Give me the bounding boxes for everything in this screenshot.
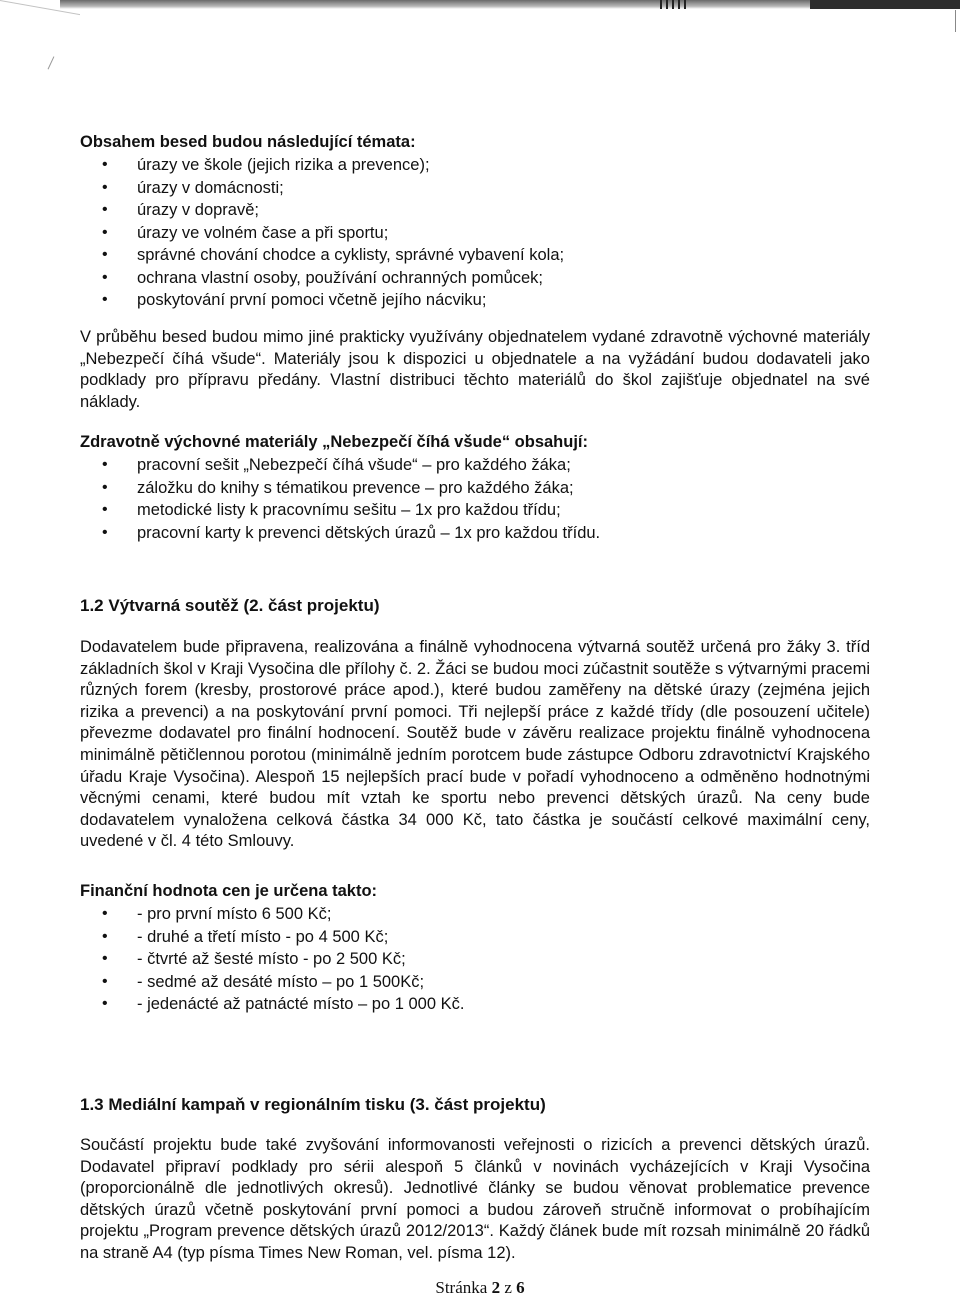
footer-page-number: 2 — [491, 1278, 501, 1297]
list-item: • - jedenácté až patnácté místo – po 1 000 Kč. — [80, 993, 870, 1016]
prizes-list — [80, 903, 870, 1016]
footer-page-total: 6 — [516, 1278, 525, 1297]
section-1-2-paragraph: Dodavatelem bude připravena, realizována a finálně vyhodnocena výtvarná soutěž určená pro žáky 3. tříd základních škol v Kraji Vysočina dle přílohy č. 2. Žáci se budou moci zúčastnit soutěže s výtvarnými pracemi různých forem (kresby, prostorové práce apod.), které budou zaměřeny na dětské úrazy (zejména jejich rizika a prevenci) a na poskytování první pomoci. Tři nejlepší práce z každé třídy (dle posouzení učitele) převezme dodavatel pro finální hodnocení. Soutěž bude v závěru realizace projektu finálně vyhodnocena minimálně pětičlennou porotou (minimálně jedním porotcem bude zástupce Odboru zdravotnictví Krajského úřadu Kraje Vysočina). Alespoň 15 nejlepších prací bude v pořadí vyhodnoceno a odměněno hodnotnými věcnými cenami, které budou mít vztah ke sportu nebo prevenci dětských úrazů. Na ceny bude dodavatelem vynaložena celková částka 34 000 Kč, tato částka je součástí celkové maximální ceny, uvedené v čl. 4 této Smlouvy. — [80, 638, 870, 851]
section-1-2-heading: 1.2 Výtvarná soutěž (2. část projektu) — [80, 596, 380, 615]
intro-heading: Obsahem besed budou následující témata: — [80, 133, 416, 151]
footer-of: z — [504, 1278, 512, 1297]
section-1-3-paragraph: Součástí projektu bude také zvyšování informovanosti veřejnosti o rizicích a prevenci dětských úrazů. Dodavatel připraví podklady pro sérii alespoň 5 článků v novinách vycházejících v Kraji Vysočina (proporcionálně dle jednotlivých okresů). Jednotlivé články se budou věnovat problematice prevence dětských úrazů včetně poskytování první pomoci a budou zároveň stručně informovat o probíhajícím projektu „Program prevence dětských úrazů 2012/2013“. Každý článek bude mít rozsah minimálně 20 řádků na straně A4 (typ písma Times New Roman, vel. písma 12). — [80, 1136, 870, 1262]
list-item: • - čtvrté až šesté místo - po 2 500 Kč; — [80, 948, 870, 971]
materials-paragraph: V průběhu besed budou mimo jiné prakticky využívány objednatelem vydané zdravotně výchovné materiály „Nebezpečí číhá všude“. Materiály jsou k dispozici u objednatele a na vyžádání budou dodavateli jako podklady pro přípravu předány. Vlastní distribuci těchto materiálů do škol zajišťuje objednatel na své náklady. — [80, 328, 870, 411]
footer-prefix: Stránka — [435, 1278, 488, 1297]
prizes-heading: Finanční hodnota cen je určena takto: — [80, 882, 378, 900]
list-item: • úrazy ve škole (jejich rizika a prevence); — [80, 154, 870, 177]
scan-artifact-edge — [0, 0, 80, 75]
list-item: • ochrana vlastní osoby, používání ochranných pomůcek; — [80, 267, 870, 290]
scan-artifact-bar — [60, 0, 960, 9]
list-item: • - druhé a třetí místo - po 4 500 Kč; — [80, 926, 870, 949]
list-item: • pracovní karty k prevenci dětských úrazů – 1x pro každou třídu. — [80, 522, 870, 545]
list-item: • - pro první místo 6 500 Kč; — [80, 903, 870, 926]
list-item: • správné chování chodce a cyklisty, správné vybavení kola; — [80, 244, 870, 267]
page-footer — [0, 1278, 960, 1298]
materials-heading: Zdravotně výchovné materiály „Nebezpečí číhá všude“ obsahují: — [80, 433, 588, 451]
list-item: • záložku do knihy s tématikou prevence – pro každého žáka; — [80, 477, 870, 500]
list-item: • metodické listy k pracovnímu sešitu – 1x pro každou třídu; — [80, 499, 870, 522]
list-item: • úrazy v dopravě; — [80, 199, 870, 222]
list-item: • poskytování první pomoci včetně jejího nácviku; — [80, 289, 870, 312]
list-item: • pracovní sešit „Nebezpečí číhá všude“ – pro každého žáka; — [80, 454, 870, 477]
intro-list — [80, 154, 870, 312]
intro-section — [80, 130, 870, 312]
materials-section — [80, 430, 870, 544]
list-item: • úrazy ve volném čase a při sportu; — [80, 222, 870, 245]
section-1-3-heading: 1.3 Mediální kampaň v regionálním tisku (3. část projektu) — [80, 1095, 546, 1114]
scan-artifact-mark — [955, 10, 956, 32]
list-item: • úrazy v domácnosti; — [80, 177, 870, 200]
materials-list — [80, 454, 870, 544]
prizes-section — [80, 879, 870, 1016]
list-item: • - sedmé až desáté místo – po 1 500Kč; — [80, 971, 870, 994]
